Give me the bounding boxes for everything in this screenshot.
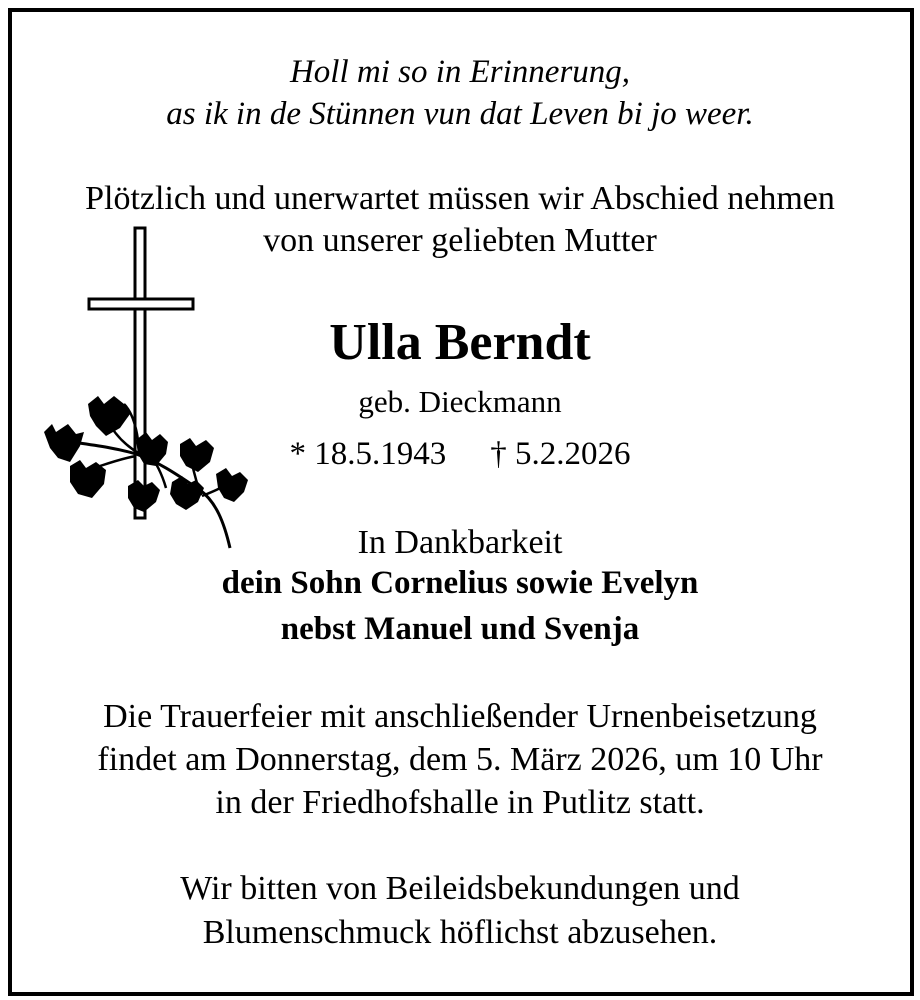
mourners-line-1: dein Sohn Cornelius sowie Evelyn <box>221 565 699 601</box>
death-date: † 5.2.2026 <box>490 436 631 472</box>
motto-line-2: as ik in de Stünnen vun dat Leven bi jo weer. <box>166 96 754 132</box>
ceremony-line-1: Die Trauerfeier mit anschließender Urnenbeisetzung <box>103 698 817 735</box>
intro-line-2: von unserer geliebten Mutter <box>263 222 657 259</box>
birth-date: * 18.5.1943 <box>289 436 447 472</box>
mourners-line-2: nebst Manuel und Svenja <box>280 611 640 647</box>
intro-line-1: Plötzlich und unerwartet müssen wir Abschied nehmen <box>85 180 835 217</box>
deceased-name: Ulla Berndt <box>329 314 591 371</box>
ceremony-line-3: in der Friedhofshalle in Putlitz statt. <box>215 784 705 821</box>
birth-name: geb. Dieckmann <box>358 384 562 419</box>
gratitude-line: In Dankbarkeit <box>357 524 563 561</box>
motto-line-1: Holl mi so in Erinnerung, <box>289 54 631 90</box>
ceremony-line-2: findet am Donnerstag, dem 5. März 2026, um 10 Uhr <box>97 741 823 778</box>
request-line-1: Wir bitten von Beileidsbekundungen und <box>180 870 740 907</box>
request-line-2: Blumenschmuck höflichst abzusehen. <box>202 914 718 951</box>
cross-with-ivy-icon <box>40 226 260 556</box>
